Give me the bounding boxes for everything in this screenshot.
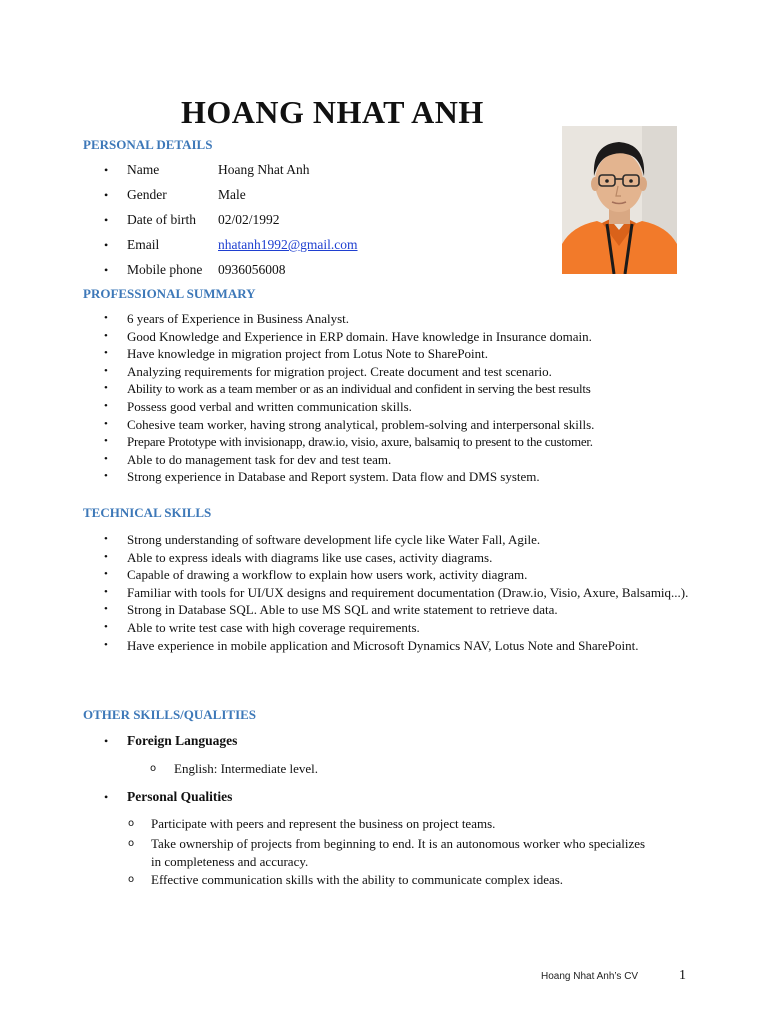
bullet-marker: • [104, 263, 109, 277]
footer-label: Hoang Nhat Anh’s CV [541, 971, 639, 982]
bullet-marker: • [104, 452, 108, 465]
page-title: HOANG NHAT ANH [181, 94, 484, 130]
bullet-marker: • [104, 312, 108, 324]
sub-bullet-marker: o [128, 874, 135, 885]
foreign-languages-list [150, 760, 670, 778]
professional-summary-heading: PROFESSIONAL SUMMARY [83, 286, 256, 301]
personal-details-heading: PERSONAL DETAILS [83, 137, 213, 152]
bullet-marker: • [104, 163, 109, 177]
bullet-marker: • [104, 238, 109, 252]
list-item-text: Strong understanding of software development life cycle like Water Fall, Agile. [127, 532, 541, 547]
detail-label: Name [127, 162, 160, 177]
list-item-text: Have experience in mobile application and Microsoft Dynamics NAV, Lotus Note and SharePoint. [127, 637, 639, 653]
bullet-marker: • [104, 213, 109, 227]
bullet-marker: • [104, 550, 108, 563]
list-item-text: Possess good verbal and written communication skills. [127, 398, 412, 414]
bullet-marker: • [104, 417, 108, 430]
bullet-marker: • [104, 568, 108, 581]
list-item [104, 328, 694, 346]
list-item [104, 637, 694, 655]
list-item [104, 619, 694, 637]
bullet-marker: • [104, 188, 109, 202]
technical-skills-heading: TECHNICAL SKILLS [83, 505, 212, 520]
list-item [128, 815, 648, 833]
profile-photo [562, 126, 677, 274]
bullet-marker: • [104, 790, 109, 804]
personal-qualities-subheading [104, 787, 232, 807]
list-item-text: 6 years of Experience in Business Analyst. [127, 311, 350, 326]
list-item-text: Able to express ideals with diagrams like use cases, activity diagrams. [127, 549, 493, 565]
detail-value: 02/02/1992 [218, 212, 280, 227]
detail-label: Gender [127, 187, 167, 202]
page-number: 1 [679, 968, 686, 983]
list-item-text: Able to do management task for dev and test team. [127, 451, 392, 467]
bullet-marker: • [104, 585, 108, 598]
list-item [104, 363, 694, 381]
list-item-text: Prepare Prototype with invisionapp, draw.io, visio, axure, balsamiq to present to the customer. [127, 434, 593, 450]
personal-details-list [104, 160, 358, 285]
list-item-text: Analyzing requirements for migration project. Create document and test scenario. [127, 363, 552, 379]
bullet-marker: • [104, 603, 108, 616]
list-item [104, 310, 694, 328]
list-item [104, 345, 694, 363]
email-link[interactable]: nhatanh1992@gmail.com [218, 237, 358, 252]
list-item [104, 584, 694, 602]
list-item [150, 760, 670, 778]
list-item-text: English: Intermediate level. [174, 761, 319, 776]
list-item [104, 468, 694, 486]
detail-value: Hoang Nhat Anh [218, 162, 310, 177]
sub-bullet-marker: o [150, 763, 157, 774]
sub-bullet-marker: o [128, 838, 135, 849]
list-item [104, 398, 694, 416]
bullet-marker: • [104, 347, 108, 360]
list-item-text: Cohesive team worker, having strong analytical, problem-solving and interpersonal skills. [127, 416, 595, 432]
list-item-text: Ability to work as a team member or as an individual and confident in serving the best results [127, 381, 591, 397]
technical-skills-list [104, 531, 694, 654]
detail-row-name [104, 160, 358, 185]
list-item [128, 871, 648, 889]
personal-qualities-list [128, 815, 648, 889]
list-item-text: Familiar with tools for UI/UX designs and requirement documentation (Draw.io, Visio, Axure, Balsamiq...). [127, 584, 689, 600]
list-item [104, 566, 694, 584]
bullet-marker: • [104, 620, 108, 633]
list-item [104, 416, 694, 434]
bullet-marker: • [104, 329, 108, 342]
foreign-languages-title: Foreign Languages [127, 733, 238, 748]
detail-label: Email [127, 237, 160, 252]
bullet-marker: • [104, 399, 108, 412]
list-item [104, 380, 694, 398]
detail-value: Male [218, 187, 246, 202]
other-skills-heading: OTHER SKILLS/QUALITIES [83, 707, 257, 722]
list-item-text: Capable of drawing a workflow to explain how users work, activity diagram. [127, 567, 528, 583]
bullet-marker: • [104, 734, 109, 748]
list-item [104, 451, 694, 469]
bullet-marker: • [104, 364, 108, 377]
detail-row-date-of-birth [104, 210, 358, 235]
personal-qualities-title: Personal Qualities [127, 789, 233, 804]
list-item-text: Have knowledge in migration project from Lotus Note to SharePoint. [127, 346, 489, 362]
bullet-marker: • [104, 638, 108, 651]
list-item-text: Strong experience in Database and Report system. Data flow and DMS system. [127, 469, 540, 485]
list-item [104, 433, 694, 451]
list-item-text: Able to write test case with high coverage requirements. [127, 619, 420, 635]
detail-row-gender [104, 185, 358, 210]
detail-value: 0936056008 [218, 262, 286, 277]
list-item [104, 549, 694, 567]
detail-row-mobile-phone [104, 260, 358, 285]
detail-label: Mobile phone [127, 262, 203, 277]
list-item-text: Effective communication skills with the ability to communicate complex ideas. [151, 872, 564, 887]
bullet-marker: • [104, 435, 108, 448]
bullet-marker: • [104, 382, 108, 395]
list-item [104, 531, 694, 549]
sub-bullet-marker: o [128, 818, 135, 829]
bullet-marker: • [104, 470, 108, 483]
bullet-marker: • [104, 533, 108, 545]
detail-label: Date of birth [127, 212, 196, 227]
list-item-text: Strong in Database SQL. Able to use MS SQL and write statement to retrieve data. [127, 602, 558, 618]
list-item [104, 601, 694, 619]
list-item-text: Good Knowledge and Experience in ERP domain. Have knowledge in Insurance domain. [127, 328, 592, 344]
list-item [128, 835, 648, 871]
foreign-languages-subheading [104, 731, 237, 751]
list-item-text: Take ownership of projects from beginning to end. It is an autonomous worker who specializes in completeness and accuracy. [151, 836, 646, 869]
detail-row-email [104, 235, 358, 260]
professional-summary-list [104, 310, 694, 486]
list-item-text: Participate with peers and represent the business on project teams. [151, 816, 496, 831]
